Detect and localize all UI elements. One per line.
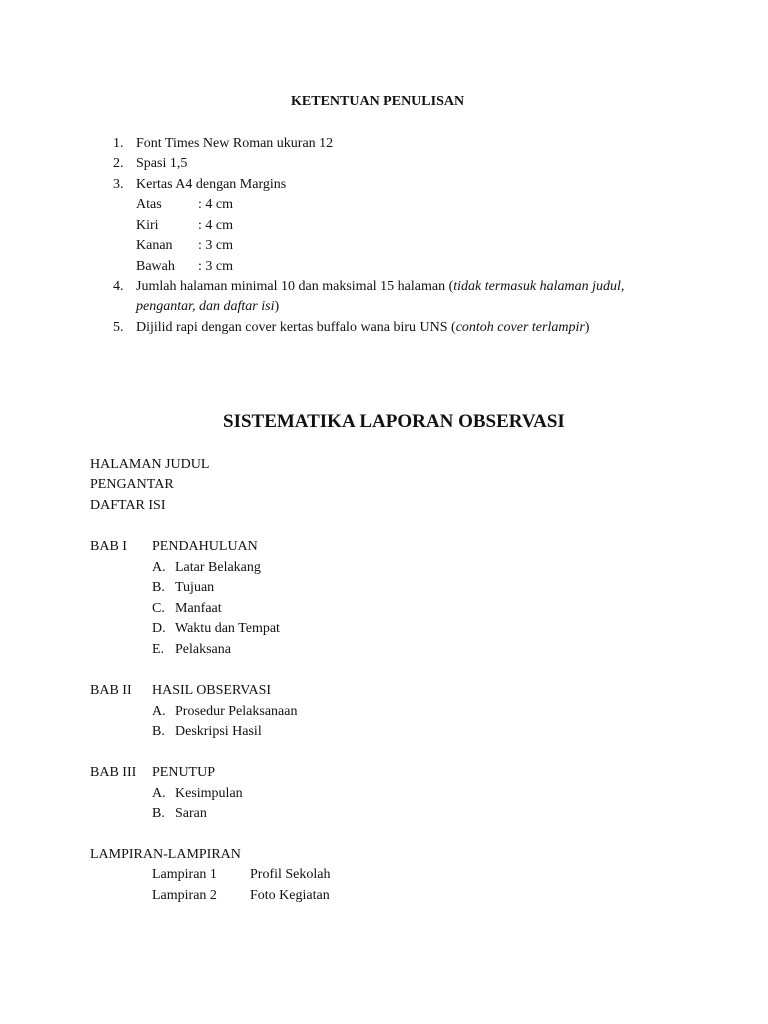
appendix-label: Lampiran 2: [152, 888, 217, 903]
margin-label: Atas: [136, 197, 162, 212]
subsection-letter: A.: [152, 560, 166, 575]
subsection-title: Kesimpulan: [175, 786, 243, 801]
subsection-title: Waktu dan Tempat: [175, 621, 280, 636]
list-item-text: Spasi 1,5: [136, 156, 188, 171]
chapter-number: BAB II: [90, 683, 132, 698]
chapter-number: BAB III: [90, 765, 137, 780]
list-item-text-continued: pengantar, dan daftar isi): [136, 299, 280, 314]
list-number: 1.: [113, 136, 124, 151]
subsection-letter: C.: [152, 601, 165, 616]
subsection-title: Latar Belakang: [175, 560, 261, 575]
appendix-description: Foto Kegiatan: [250, 888, 330, 903]
margin-value: : 3 cm: [198, 238, 233, 253]
list-number: 3.: [113, 177, 124, 192]
appendix-title: LAMPIRAN-LAMPIRAN: [90, 847, 241, 862]
margin-value: : 4 cm: [198, 218, 233, 233]
subsection-title: Pelaksana: [175, 642, 231, 657]
margin-value: : 4 cm: [198, 197, 233, 212]
front-matter-item: HALAMAN JUDUL: [90, 457, 210, 472]
list-number: 5.: [113, 320, 124, 335]
list-item-text: Dijilid rapi dengan cover kertas buffalo wana biru UNS (contoh cover terlampir): [136, 320, 590, 335]
list-number: 4.: [113, 279, 124, 294]
margin-value: : 3 cm: [198, 259, 233, 274]
list-item-text: Kertas A4 dengan Margins: [136, 177, 287, 192]
subsection-title: Saran: [175, 806, 207, 821]
subsection-title: Manfaat: [175, 601, 222, 616]
subsection-letter: A.: [152, 786, 166, 801]
subsection-letter: B.: [152, 724, 165, 739]
chapter-title: PENDAHULUAN: [152, 539, 258, 554]
margin-label: Kanan: [136, 238, 173, 253]
subsection-letter: E.: [152, 642, 165, 657]
list-number: 2.: [113, 156, 124, 171]
chapter-number: BAB I: [90, 539, 127, 554]
margin-label: Kiri: [136, 218, 159, 233]
subsection-title: Prosedur Pelaksanaan: [175, 704, 298, 719]
chapter-title: PENUTUP: [152, 765, 216, 780]
appendix-label: Lampiran 1: [152, 867, 217, 882]
chapter-title: HASIL OBSERVASI: [152, 683, 272, 698]
subsection-title: Deskripsi Hasil: [175, 724, 262, 739]
ketentuan-title: KETENTUAN PENULISAN: [291, 94, 465, 109]
list-item-text: Jumlah halaman minimal 10 dan maksimal 15 halaman (tidak termasuk halaman judul,: [136, 279, 625, 294]
subsection-letter: A.: [152, 704, 166, 719]
front-matter-item: PENGANTAR: [90, 477, 174, 492]
margin-label: Bawah: [136, 259, 175, 274]
subsection-letter: B.: [152, 580, 165, 595]
subsection-letter: D.: [152, 621, 166, 636]
list-item-text: Font Times New Roman ukuran 12: [136, 136, 334, 151]
sistematika-title: SISTEMATIKA LAPORAN OBSERVASI: [223, 411, 565, 432]
subsection-title: Tujuan: [175, 580, 215, 595]
subsection-letter: B.: [152, 806, 165, 821]
front-matter-item: DAFTAR ISI: [90, 498, 166, 513]
appendix-description: Profil Sekolah: [250, 867, 331, 882]
